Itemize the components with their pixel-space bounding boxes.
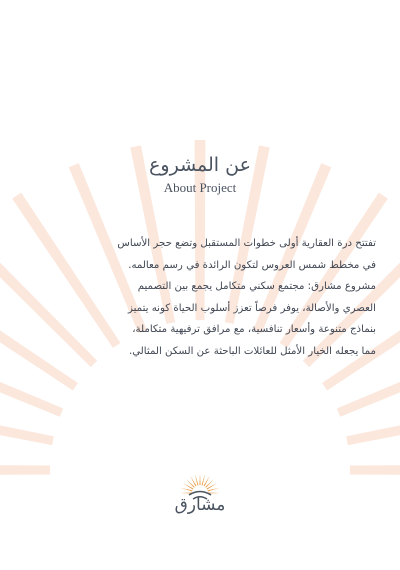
paragraph-line: العصري والأصالة، يوفر فرصاً تعزز أسلوب الحياة كونه يتميز	[127, 302, 376, 314]
logo-ray	[199, 473, 200, 485]
brand-logo-wordmark: مشارق	[174, 495, 226, 515]
logo-ray	[181, 488, 193, 492]
logo-ray	[186, 479, 195, 488]
logo-ray	[208, 492, 220, 493]
logo-ray	[190, 476, 196, 487]
logo-ray	[204, 476, 210, 487]
paragraph-line: تفتتح درة العقارية أولى خطوات المستقبل وتضع حجر الأساس	[117, 238, 376, 249]
watermark-ray	[0, 465, 50, 476]
logo-ray	[180, 492, 192, 493]
paragraph-line: مشروع مشارق: مجتمع سكني متكامل يجمع بين التصميم	[137, 281, 376, 292]
logo-ray	[183, 483, 194, 489]
page-subtitle: About Project	[163, 180, 237, 195]
logo-ray	[207, 483, 218, 489]
logo-ray	[205, 479, 214, 488]
about-paragraph	[24, 233, 376, 362]
paragraph-line: مما يجعله الخيار الأمثل للعائلات الباحثة عن السكن المثالي.	[128, 345, 376, 357]
page-title: عن المشروع	[149, 154, 251, 176]
paragraph-line: في مخطط شمس العروس لتكون الرائدة في رسم معالمه.	[128, 259, 376, 271]
logo-ray	[195, 474, 199, 486]
paragraph-line: بنماذج متنوعة وأسعار تنافسية، مع مرافق ترفيهية متكاملة،	[132, 324, 376, 335]
logo-ray	[208, 488, 220, 492]
watermark-ray	[350, 465, 400, 476]
logo-ray	[202, 474, 206, 486]
